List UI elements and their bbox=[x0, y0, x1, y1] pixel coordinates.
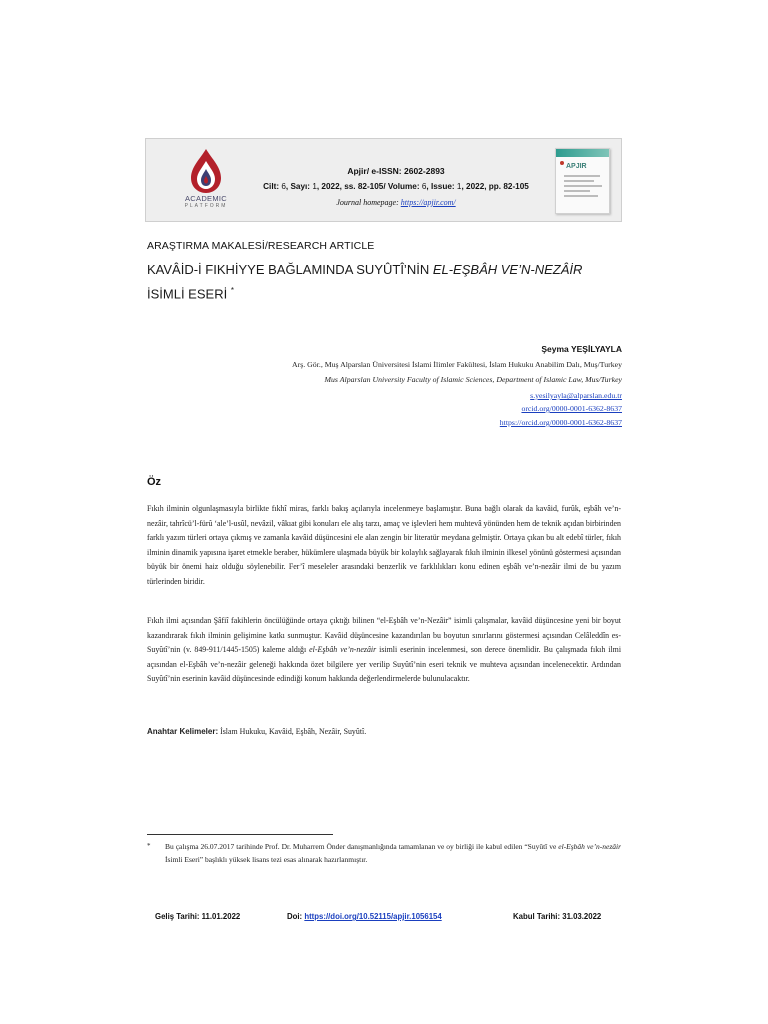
journal-cover-thumbnail bbox=[555, 148, 610, 214]
academic-platform-logo bbox=[174, 147, 238, 217]
accepted-date: Kabul Tarihi: 31.03.2022 bbox=[513, 912, 602, 921]
journal-homepage-link[interactable]: https://apjir.com/ bbox=[400, 198, 456, 207]
volume-line: Cilt: 6, Sayı: 1, 2022, ss. 82-105/ Volume: 6, Issue: 1, 2022, pp. 82-105 bbox=[263, 182, 529, 191]
doi-link[interactable]: https://doi.org/10.52115/apjir.1056154 bbox=[304, 912, 442, 921]
affiliation-turkish: Arş. Gör., Muş Alparslan Üniversitesi İslami İlimler Fakültesi, İslam Hukuku Anabilim Dalı, Muş/Turkey bbox=[292, 360, 622, 369]
keywords: Anahtar Kelimeler: İslam Hukuku, Kavâid, Eşbâh, Nezâir, Suyûtî. bbox=[147, 727, 367, 736]
keywords-label: Anahtar Kelimeler: bbox=[147, 727, 219, 736]
journal-header bbox=[145, 138, 622, 222]
author-name: Şeyma YEŞİLYAYLA bbox=[541, 344, 622, 354]
logo-subtext: PLATFORM bbox=[184, 203, 228, 209]
orcid-link[interactable]: orcid.org/0000-0001-6362-8637 bbox=[521, 404, 622, 413]
flame-drop-icon bbox=[187, 147, 225, 195]
footnote-mark: * bbox=[147, 842, 151, 850]
received-date: Geliş Tarihi: 11.01.2022 bbox=[155, 912, 241, 921]
doi: Doi: https://doi.org/10.52115/apjir.1056154 bbox=[287, 912, 442, 921]
affiliation-english: Mus Alparslan University Faculty of Islamic Sciences, Department of Islamic Law, Mus/Turkey bbox=[324, 375, 622, 384]
cover-title: APJIR bbox=[566, 163, 587, 170]
issn-line: Apjir/ e-ISSN: 2602-2893 bbox=[347, 166, 445, 176]
abstract-heading: Öz bbox=[147, 476, 162, 488]
author-email-link[interactable]: s.yesilyayla@alparslan.edu.tr bbox=[530, 391, 622, 400]
article-type: ARAŞTIRMA MAKALESİ/RESEARCH ARTICLE bbox=[147, 240, 375, 252]
footnote-divider bbox=[147, 834, 333, 835]
logo-text: ACADEMIC bbox=[185, 194, 227, 203]
abstract-paragraph-1: Fıkıh ilminin olgunlaşmasıyla birlikte fıkhî miras, farklı bakış açılarıyla incelenmeye başlamıştır. Buna bağlı olarak da kavâid, furûk, eşbâh ve’n-nezâir, tahrîcü’l-fürû ‘ale’l-usûl, nevâzil, vâkıat gibi konuları ele alış tarzı, amaç ve işlevleri hem muhtevâ yönünden hem de teknik açıdan birbirinden farklı yazım türleri ortaya çıkmış ve zamanla kavâid düşüncesini ele alan zengin bir literatür meydana gelmiştir. Ortaya çıkan bu alt edebî türler, fıkıh ilminin dinamik yapısına işaret etmekle beraber, hükümlere ulaşmada büyük bir kolaylık sağlayarak fıkıh ilminin ilkesel yönünü göstermesi açısından büyük bir önemi haiz olduğu söylenebilir. Fer’î meseleler arasındaki benzerlik ve farklılıkları konu edinen eşbâh ve’n-nezâir ilmi de bu yazım türlerinden biridir. bbox=[147, 504, 621, 586]
footnote-text: Bu çalışma 26.07.2017 tarihinde Prof. Dr. Muharrem Önder danışmanlığında tamamlanan ve oy birliği ile kabul edilen “Suyûtî ve el-Eşbâh ve’n-nezâir İsimli Eseri” başlıklı yüksek lisans tezi esas alınarak hazırlanmıştır. bbox=[165, 842, 621, 865]
title-footnote-mark: * bbox=[230, 286, 234, 295]
article-title: KAVÂİD-İ FIKHİYYE BAĞLAMINDA SUYÛTÎ’NİN EL-EŞBÂH VE’N-NEZÂİR İSİMLİ ESERİ * bbox=[147, 262, 583, 302]
journal-homepage: Journal homepage: https://apjir.com/ bbox=[336, 198, 456, 207]
orcid-full-link[interactable]: https://orcid.org/0000-0001-6362-8637 bbox=[499, 418, 622, 427]
abstract-paragraph-2: Fıkıh ilmi açısından Şâfiî fakihlerin öncülüğünde ortaya çıktığı bilinen “el-Eşbâh ve’n-Nezâir” isimli çalışmalar, kavâid düşüncesine yeni bir boyut kazandırarak fıkıh ilminin gelişimine katkı sunmuştur. Kavâid düşüncesine kazandırılan bu boyutun sınırlarını göstermesi açısından Celâleddîn es-Suyûtî’nin (v. 849-911/1445-1505) kaleme aldığı el-Eşbâh ve’n-nezâir isimli eserinin incelenmesi, son derece önemlidir. Bu çalışmada fıkıh ilmi açısından el-Eşbâh ve’n-nezâir geleneği hakkında özet bilgilere yer verilip Suyûtî’nin eseri teknik ve muhteva açısından incelenecektir. Ardından Suyûtî’nin eserinin kavâid düşüncesinde edindiği konum hakkında değerlendirmelerde bulunulacaktır. bbox=[147, 616, 622, 684]
